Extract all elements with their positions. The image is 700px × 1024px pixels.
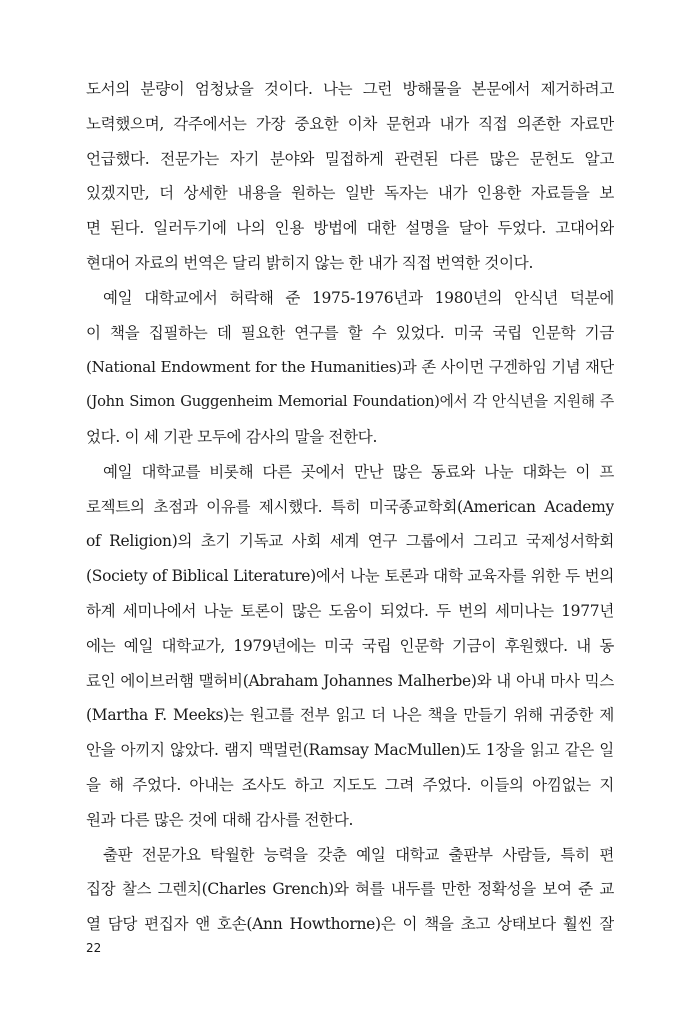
body-text [86,72,614,942]
text-line: of Religion)의 초기 기독교 사회 세계 연구 그룹에서 그리고 국제성서학회 [86,532,614,551]
text-line: 도서의 분량이 엄청났을 것이다. 나는 그런 방해물을 본문에서 제거하려고 [86,80,614,98]
text-line: 집장 찰스 그렌치(Charles Grench)와 혀를 내두를 만한 정확성을 보여 준 교 [86,880,614,899]
text-line: 예일 대학교를 비롯해 다른 곳에서 만난 많은 동료와 나눈 대화는 이 프 [103,462,614,481]
text-line: 에는 예일 대학교가, 1979년에는 미국 국립 인문학 기금이 후원했다. 내 동 [86,636,614,655]
page-number: 22 [86,941,102,955]
text-line: 원과 다른 많은 것에 대해 감사를 전한다. [86,810,354,829]
text-line: (Martha F. Meeks)는 원고를 전부 읽고 더 나은 책을 만들기 위해 귀중한 제 [86,706,614,725]
text-line: 출판 전문가요 탁월한 능력을 갖춘 예일 대학교 출판부 사람들, 특히 편 [103,845,614,864]
text-line: (National Endowment for the Humanities)과 존 사이먼 구겐하임 기념 재단 [86,358,614,377]
text-line: 있겠지만, 더 상세한 내용을 원하는 일반 독자는 내가 인용한 자료들을 보 [86,184,614,203]
text-line: 예일 대학교에서 허락해 준 1975-1976년과 1980년의 안식년 덕분에 [103,288,614,307]
text-line: 열 담당 편집자 앤 호손(Ann Howthorne)은 이 책을 초고 상태보다 훨씬 잘 [86,915,614,934]
text-line: 었다. 이 세 기관 모두에 감사의 말을 전한다. [86,427,378,446]
text-line: 현대어 자료의 번역은 달리 밝히지 않는 한 내가 직접 번역한 것이다. [86,253,534,272]
text-line: 언급했다. 전문가는 자기 분야와 밀접하게 관련된 다른 많은 문헌도 알고 [86,149,614,168]
text-line: 면 된다. 일러두기에 나의 인용 방법에 대한 설명을 달아 두었다. 고대어와 [86,219,614,238]
text-line: 하계 세미나에서 나눈 토론이 많은 도움이 되었다. 두 번의 세미나는 1977년 [86,601,614,620]
text-line: 이 책을 집필하는 데 필요한 연구를 할 수 있었다. 미국 국립 인문학 기금 [86,323,614,342]
text-line: (John Simon Guggenheim Memorial Foundation)에서 각 안식년을 지원해 주 [86,393,614,411]
text-line: 을 해 주었다. 아내는 조사도 하고 지도도 그려 주었다. 이들의 아낌없는 지 [86,775,614,794]
text-line: (Society of Biblical Literature)에서 나눈 토론과 대학 교육자를 위한 두 번의 [86,567,614,586]
text-line: 안을 아끼지 않았다. 램지 맥멀런(Ramsay MacMullen)도 1장을 읽고 같은 일 [86,741,614,760]
text-line: 료인 에이브러햄 맬허비(Abraham Johannes Malherbe)와 내 아내 마사 믹스 [86,671,614,690]
text-line: 노력했으며, 각주에서는 가장 중요한 이차 문헌과 내가 직접 의존한 자료만 [86,114,614,133]
text-line: 로젝트의 초점과 이유를 제시했다. 특히 미국종교학회(American Academy [86,497,614,516]
